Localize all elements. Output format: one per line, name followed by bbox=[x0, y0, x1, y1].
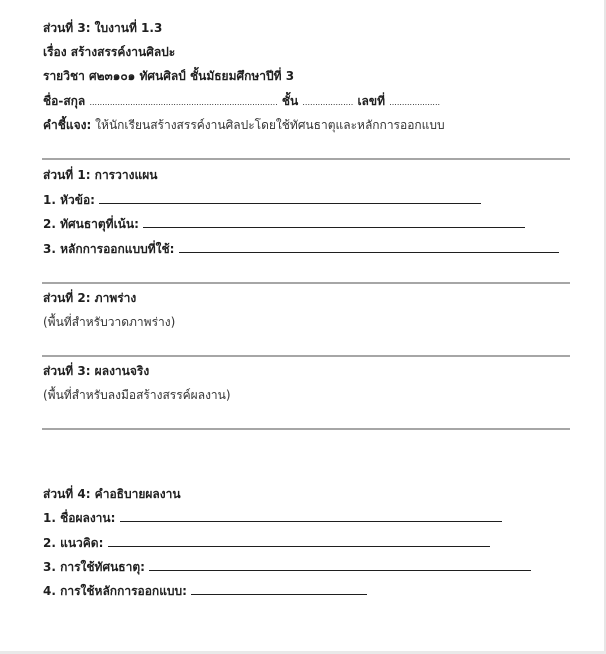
instruction-line bbox=[43, 117, 445, 133]
number-label: เลขที่ bbox=[357, 94, 386, 108]
elements-answer-line[interactable] bbox=[143, 216, 525, 228]
section4-question-elements bbox=[43, 559, 531, 575]
course-line: รายวิชา ศ๒๓๑๐๑ ทัศนศิลป์ ชั้นมัธยมศึกษาปีที่ 3 bbox=[43, 69, 295, 83]
section1-question-elements bbox=[43, 216, 525, 232]
class-fill-dots[interactable]: .................... bbox=[302, 98, 354, 107]
topic-label: 1. หัวข้อ: bbox=[43, 193, 95, 207]
section4-question-title bbox=[43, 510, 502, 526]
section1-question-topic bbox=[43, 192, 481, 208]
name-fill-dots[interactable]: .......................................................................... bbox=[89, 98, 278, 107]
principles-usage-label: 4. การใช้หลักการออกแบบ: bbox=[43, 584, 187, 598]
section1-question-principles bbox=[43, 241, 559, 257]
name-label: ชื่อ-สกุล bbox=[43, 94, 86, 108]
section-divider bbox=[42, 282, 570, 284]
elements-label: 2. ทัศนธาตุที่เน้น: bbox=[43, 217, 139, 231]
instruction-label: คำชี้แจง: bbox=[43, 118, 92, 132]
principles-label: 3. หลักการออกแบบที่ใช้: bbox=[43, 242, 175, 256]
elements-usage-answer-line[interactable] bbox=[149, 559, 531, 571]
class-label: ชั้น bbox=[281, 94, 299, 108]
principles-usage-answer-line[interactable] bbox=[191, 583, 367, 595]
section4-question-principles bbox=[43, 583, 367, 599]
instruction-text: ให้นักเรียนสร้างสรรค์งานศิลปะโดยใช้ทัศนธาตุและหลักการออกแบบ bbox=[95, 118, 445, 132]
elements-usage-label: 3. การใช้ทัศนธาตุ: bbox=[43, 560, 145, 574]
worksheet-title: ส่วนที่ 3: ใบงานที่ 1.3 bbox=[43, 21, 163, 35]
section2-title: ส่วนที่ 2: ภาพร่าง bbox=[43, 291, 137, 305]
work-title-answer-line[interactable] bbox=[120, 510, 502, 522]
work-title-label: 1. ชื่อผลงาน: bbox=[43, 511, 116, 525]
concept-answer-line[interactable] bbox=[108, 535, 490, 547]
sketch-area-note: (พื้นที่สำหรับวาดภาพร่าง) bbox=[43, 315, 176, 329]
number-fill-dots[interactable]: .................... bbox=[389, 98, 441, 107]
section-divider bbox=[42, 428, 570, 430]
topic-answer-line[interactable] bbox=[99, 192, 481, 204]
section-divider bbox=[42, 158, 570, 160]
section4-question-concept bbox=[43, 535, 490, 551]
artwork-area-note: (พื้นที่สำหรับลงมือสร้างสรรค์ผลงาน) bbox=[43, 388, 231, 402]
student-info-line bbox=[43, 93, 440, 111]
section3-title: ส่วนที่ 3: ผลงานจริง bbox=[43, 364, 150, 378]
section-divider bbox=[42, 355, 570, 357]
section1-title: ส่วนที่ 1: การวางแผน bbox=[43, 168, 158, 182]
principles-answer-line[interactable] bbox=[179, 241, 559, 253]
concept-label: 2. แนวคิด: bbox=[43, 536, 104, 550]
section4-title: ส่วนที่ 4: คำอธิบายผลงาน bbox=[43, 487, 181, 501]
worksheet-topic: เรื่อง สร้างสรรค์งานศิลปะ bbox=[43, 45, 176, 59]
